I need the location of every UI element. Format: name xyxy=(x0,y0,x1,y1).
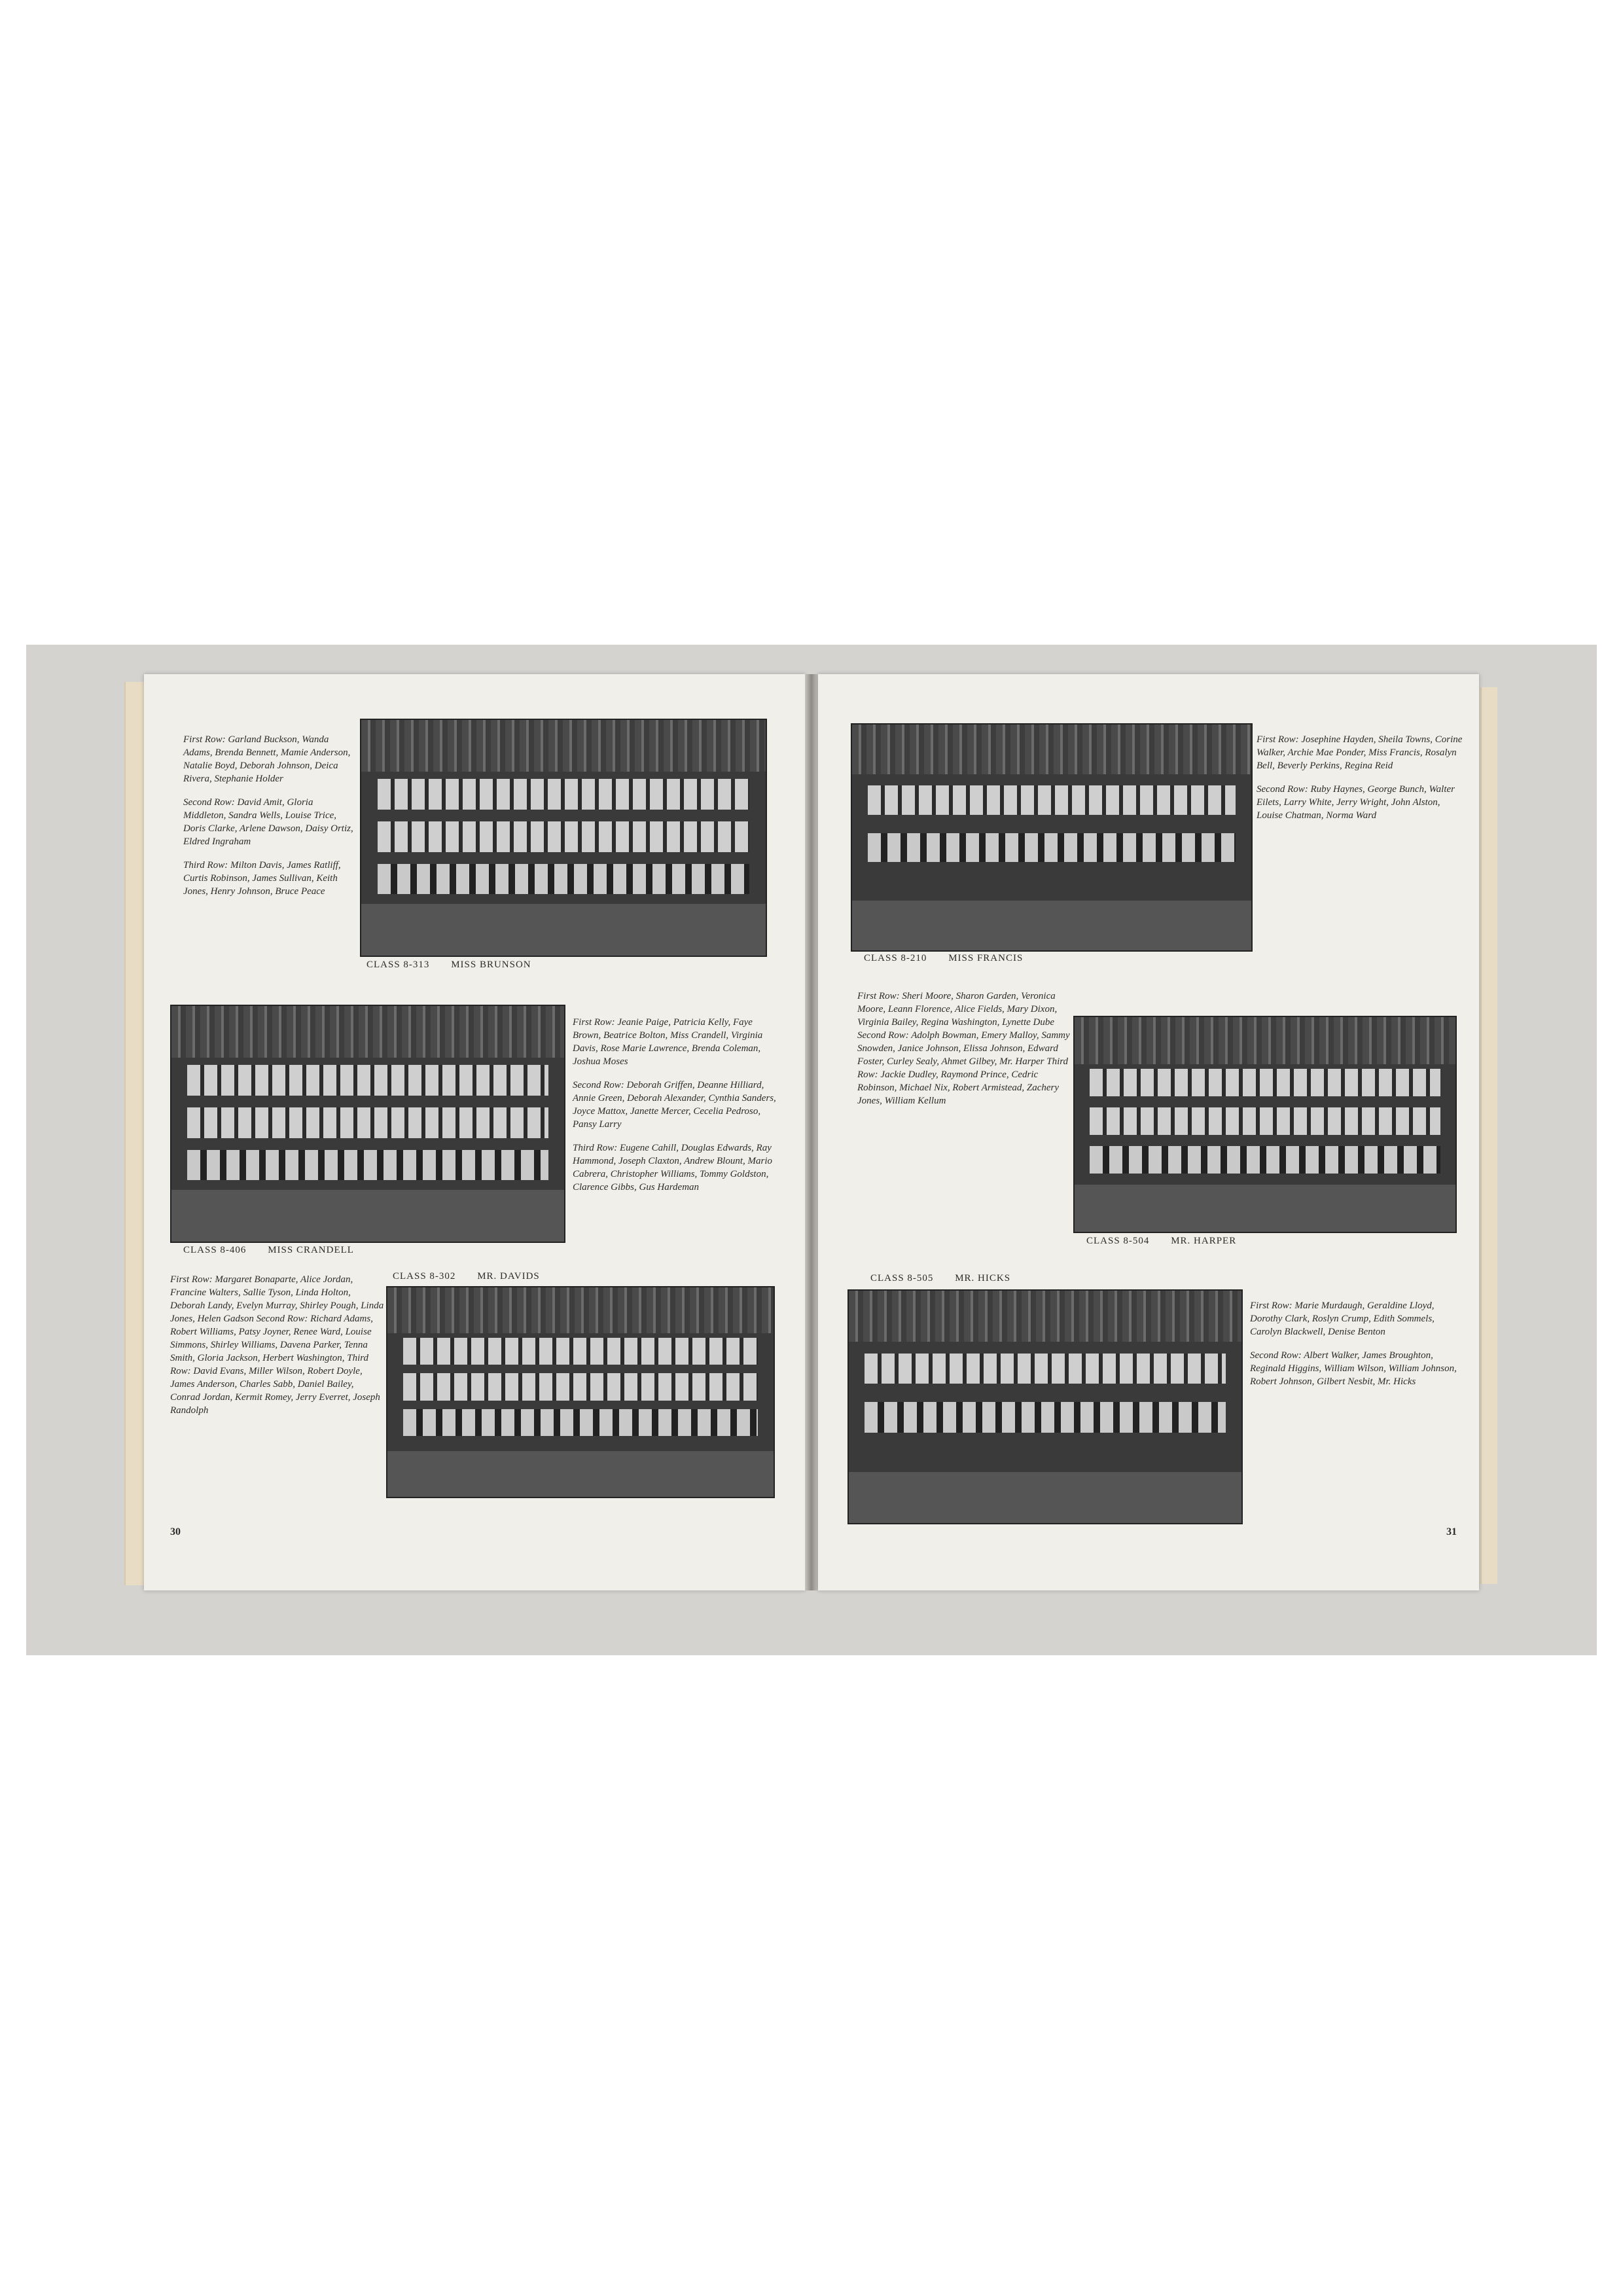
class-504-label: CLASS 8-504 xyxy=(1086,1236,1150,1246)
class-505-photo xyxy=(847,1289,1243,1524)
class-406-first-row: First Row: Jeanie Paige, Patricia Kelly, Faye Brown, Beatrice Bolton, Miss Crandell, Virginia Davis, Rose Marie Lawrence, Brenda Coleman, Joshua Moses xyxy=(573,1017,763,1067)
class-505-roster xyxy=(1250,1299,1466,1399)
class-406-caption xyxy=(183,1245,372,1256)
class-313-first-row: First Row: Garland Buckson, Wanda Adams, Brenda Bennett, Mamie Anderson, Natalie Boyd, Deborah Johnson, Deica Rivera, Stephanie Holder xyxy=(183,734,351,784)
class-504-teacher: MR. HARPER xyxy=(1171,1236,1237,1246)
class-504-caption xyxy=(1086,1236,1255,1247)
class-313-label: CLASS 8-313 xyxy=(366,960,430,970)
class-406-photo xyxy=(170,1005,565,1243)
class-210-first-row: First Row: Josephine Hayden, Sheila Towns, Corine Walker, Archie Mae Ponder, Miss Francis, Rosalyn Bell, Beverly Perkins, Regina Reid xyxy=(1257,734,1463,771)
class-406-third-row: Third Row: Eugene Cahill, Douglas Edwards, Ray Hammond, Joseph Claxton, Andrew Blount, Mario Cabrera, Christopher Williams, Tommy Goldston, Clarence Gibbs, Gus Hardeman xyxy=(573,1143,772,1193)
class-406-teacher: MISS CRANDELL xyxy=(268,1245,354,1255)
class-504-photo xyxy=(1073,1016,1457,1233)
class-406-label: CLASS 8-406 xyxy=(183,1245,247,1255)
class-313-second-row: Second Row: David Amit, Gloria Middleton, Sandra Wells, Louise Trice, Doris Clarke, Arlene Dawson, Daisy Ortiz, Eldred Ingraham xyxy=(183,797,353,847)
class-313-caption xyxy=(366,960,550,971)
right-page-edges xyxy=(1480,687,1497,1584)
yearbook-spread xyxy=(124,674,1512,1597)
class-504-text: First Row: Sheri Moore, Sharon Garden, Veronica Moore, Leann Florence, Alice Fields, Mary Dixon, Virginia Bailey, Regina Washington, Lynette Dube Second Row: Adolph Bowman, Emery Malloy, Sammy Snowden, Janice Johnson, Elissa Johnson, Edward Foster, Curley Sealy, Ahmet Gilbey, Mr. Harper Third Row: Jackie Dudley, Raymond Prince, Cedric Robinson, Michael Nix, Robert Armistead, Zachery Jones, William Kellum xyxy=(857,991,1070,1106)
class-210-teacher: MISS FRANCIS xyxy=(948,953,1024,963)
left-page-edges xyxy=(124,682,144,1585)
class-210-roster xyxy=(1257,733,1466,833)
class-210-second-row: Second Row: Ruby Haynes, George Bunch, Walter Eilets, Larry White, Jerry Wright, John Alston, Louise Chatman, Norma Ward xyxy=(1257,784,1455,821)
class-302-label: CLASS 8-302 xyxy=(393,1271,456,1282)
class-210-label: CLASS 8-210 xyxy=(864,953,927,963)
class-302-photo xyxy=(386,1286,775,1498)
class-302-teacher: MR. DAVIDS xyxy=(477,1271,540,1282)
right-page-number: 31 xyxy=(1446,1526,1457,1537)
class-406-second-row: Second Row: Deborah Griffen, Deanne Hilliard, Annie Green, Deborah Alexander, Cynthia Sanders, Joyce Mattox, Janette Mercer, Cecelia Pedroso, Pansy Larry xyxy=(573,1080,776,1130)
class-505-second-row: Second Row: Albert Walker, James Broughton, Reginald Higgins, William Wilson, William Johnson, Robert Johnson, Gilbert Nesbit, Mr. Hicks xyxy=(1250,1350,1457,1387)
class-302-caption xyxy=(393,1271,558,1282)
class-505-teacher: MR. HICKS xyxy=(955,1273,1011,1283)
class-313-photo xyxy=(360,719,767,957)
class-302-text: First Row: Margaret Bonaparte, Alice Jordan, Francine Walters, Sallie Tyson, Linda Holton, Deborah Landy, Evelyn Murray, Shirley Pough, Linda Jones, Helen Gadson Second Row: Richard Adams, Robert Williams, Patsy Joyner, Renee Ward, Louise Simmons, Shirley Williams, Davena Parker, Tenna Smith, Gloria Jackson, Herbert Washington, Third Row: David Evans, Miller Wilson, Robert Doyle, James Anderson, Charles Sabb, Daniel Bailey, Conrad Jordan, Kermit Romey, Jerry Everret, Joseph Randolph xyxy=(170,1274,384,1416)
class-505-first-row: First Row: Marie Murdaugh, Geraldine Lloyd, Dorothy Clark, Roslyn Crump, Edith Sommels, Carolyn Blackwell, Denise Benton xyxy=(1250,1300,1435,1337)
left-page xyxy=(144,674,805,1590)
class-210-caption xyxy=(864,953,1041,964)
class-313-teacher: MISS BRUNSON xyxy=(451,960,531,970)
class-504-roster xyxy=(857,990,1073,1118)
class-505-label: CLASS 8-505 xyxy=(870,1273,934,1283)
right-page xyxy=(818,674,1479,1590)
class-505-caption xyxy=(870,1273,1029,1284)
class-406-roster xyxy=(573,1016,782,1204)
class-313-third-row: Third Row: Milton Davis, James Ratliff, Curtis Robinson, James Sullivan, Keith Jones, Henry Johnson, Bruce Peace xyxy=(183,860,341,897)
class-210-photo xyxy=(851,723,1253,952)
binding-gutter xyxy=(805,674,818,1590)
class-313-roster xyxy=(183,733,353,908)
class-302-roster xyxy=(170,1273,386,1427)
left-page-number: 30 xyxy=(170,1526,181,1537)
